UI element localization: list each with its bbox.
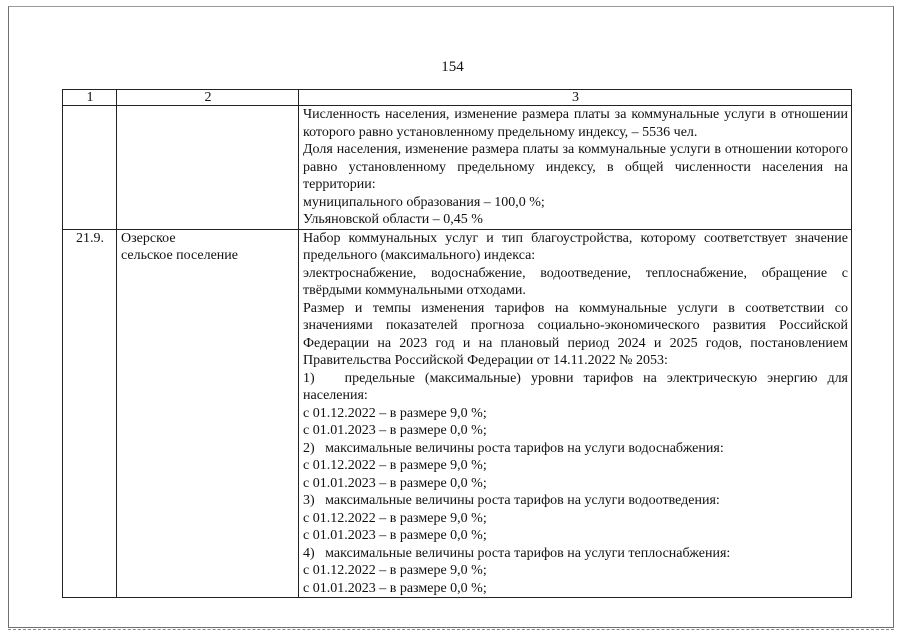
scan-edge-line bbox=[8, 629, 894, 630]
water-supply-rate-dec: с 01.12.2022 – в размере 9,0 %; bbox=[303, 458, 487, 473]
continuation-content-cell bbox=[299, 106, 852, 230]
population-share-text: Доля населения, изменение размера платы за коммунальные услуги в отношении которого равно установленному предельному индексу, в общей численности населения на территории: bbox=[303, 142, 848, 192]
drainage-rate-dec: с 01.12.2022 – в размере 9,0 %; bbox=[303, 510, 487, 526]
continuation-row bbox=[63, 106, 852, 230]
population-count-text: Численность населения, изменение размера платы за коммунальные услуги в отношении которого равно установленному предельному индексу, – 5536 чел. bbox=[303, 107, 848, 140]
header-col-2: 2 bbox=[117, 90, 299, 106]
row-number: 21.9. bbox=[63, 229, 117, 598]
municipal-share-text: муниципального образования – 100,0 %; bbox=[303, 194, 545, 210]
electricity-rate-dec: с 01.12.2022 – в размере 9,0 %; bbox=[303, 405, 487, 421]
heating-item: 4) максимальные величины роста тарифов на услуги теплоснабжения: bbox=[303, 545, 731, 561]
drainage-item: 3) максимальные величины роста тарифов на услуги водоотведения: bbox=[303, 493, 720, 508]
header-col-3: 3 bbox=[299, 90, 852, 106]
settlement-type: сельское поселение bbox=[121, 248, 238, 263]
heating-rate-dec: с 01.12.2022 – в размере 9,0 %; bbox=[303, 563, 487, 578]
electricity-rate-jan: с 01.01.2023 – в размере 0,0 %; bbox=[303, 423, 487, 438]
services-list-text: электроснабжение, водоснабжение, водоотведение, теплоснабжение, обращение с твёрдыми коммунальными отходами. bbox=[303, 265, 848, 298]
heating-rate-jan: с 01.01.2023 – в размере 0,0 %; bbox=[303, 580, 487, 596]
tariff-basis-text: Размер и темпы изменения тарифов на коммунальные услуги в соответствии со значениями показателей прогноза социально-экономического развития Российской Федерации на 2023 год и на плановый период 2024 и 2025 годов, постановлением Правительства Российской Федерации от 14.11.2022 № 2053: bbox=[303, 300, 848, 368]
header-col-1: 1 bbox=[63, 90, 117, 106]
settlement-name-cell bbox=[117, 229, 299, 598]
region-share-text: Ульяновской области – 0,45 % bbox=[303, 212, 483, 227]
header-row bbox=[63, 90, 852, 106]
water-supply-item: 2) максимальные величины роста тарифов на услуги водоснабжения: bbox=[303, 440, 724, 456]
settlement-name: Озерское bbox=[121, 230, 176, 246]
continuation-number-cell bbox=[63, 106, 117, 230]
drainage-rate-jan: с 01.01.2023 – в размере 0,0 %; bbox=[303, 528, 487, 543]
electricity-item: 1) предельные (максимальные) уровни тарифов на электрическую энергию для населения: bbox=[303, 370, 848, 403]
water-supply-rate-jan: с 01.01.2023 – в размере 0,0 %; bbox=[303, 475, 487, 491]
continuation-name-cell bbox=[117, 106, 299, 230]
table-row bbox=[63, 229, 852, 598]
page-number: 154 bbox=[441, 59, 464, 75]
services-set-text: Набор коммунальных услуг и тип благоустройства, которому соответствует значение предельного (максимального) индекса: bbox=[303, 230, 848, 263]
content-cell bbox=[299, 229, 852, 598]
tariff-table bbox=[62, 89, 852, 598]
